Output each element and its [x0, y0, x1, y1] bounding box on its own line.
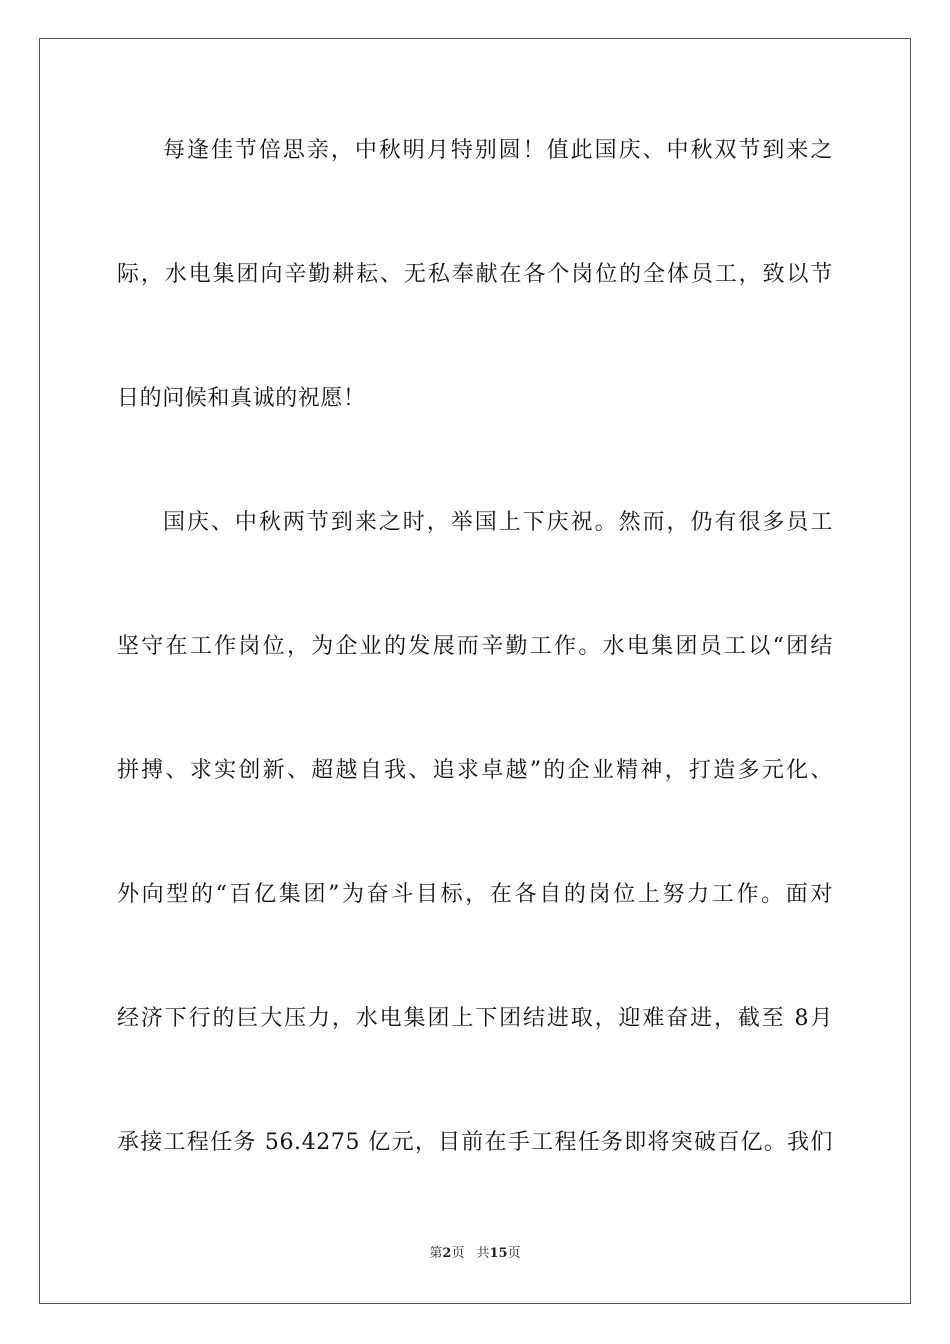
- paragraph-2-line-6: 承接工程任务 56.4275 亿元，目前在手工程任务即将突破百亿。我们: [117, 1130, 833, 1155]
- total-pages: 15: [489, 1246, 508, 1261]
- paragraph-2-line-4: 外向型的“百亿集团”为奋斗目标，在各自的岗位上努力工作。面对: [117, 882, 833, 907]
- paragraph-1-line-2: 际，水电集团向辛勤耕耘、无私奉献在各个岗位的全体员工，致以节: [117, 262, 833, 287]
- paragraph-2-line-2: 坚守在工作岗位，为企业的发展而辛勤工作。水电集团员工以“团结: [117, 634, 833, 659]
- paragraph-2-line-1: 国庆、中秋两节到来之时，举国上下庆祝。然而，仍有很多员工: [163, 510, 833, 535]
- page-label-prefix: 第: [429, 1246, 443, 1261]
- page-number: 2: [442, 1246, 452, 1261]
- page-border: [39, 38, 911, 1304]
- total-label-suffix: 页: [507, 1246, 521, 1261]
- paragraph-1-line-3: 日的问候和真诚的祝愿！: [117, 386, 366, 411]
- paragraph-2-line-3: 拼搏、求实创新、超越自我、追求卓越”的企业精神，打造多元化、: [117, 758, 833, 783]
- total-label-prefix: 共: [476, 1246, 490, 1261]
- page-footer: [0, 1245, 950, 1263]
- paragraph-2-line-5: 经济下行的巨大压力，水电集团上下团结进取，迎难奋进，截至 8月: [117, 1006, 833, 1031]
- page-label-suffix: 页: [451, 1246, 465, 1261]
- paragraph-1-line-1: 每逢佳节倍思亲，中秋明月特别圆！值此国庆、中秋双节到来之: [163, 138, 833, 163]
